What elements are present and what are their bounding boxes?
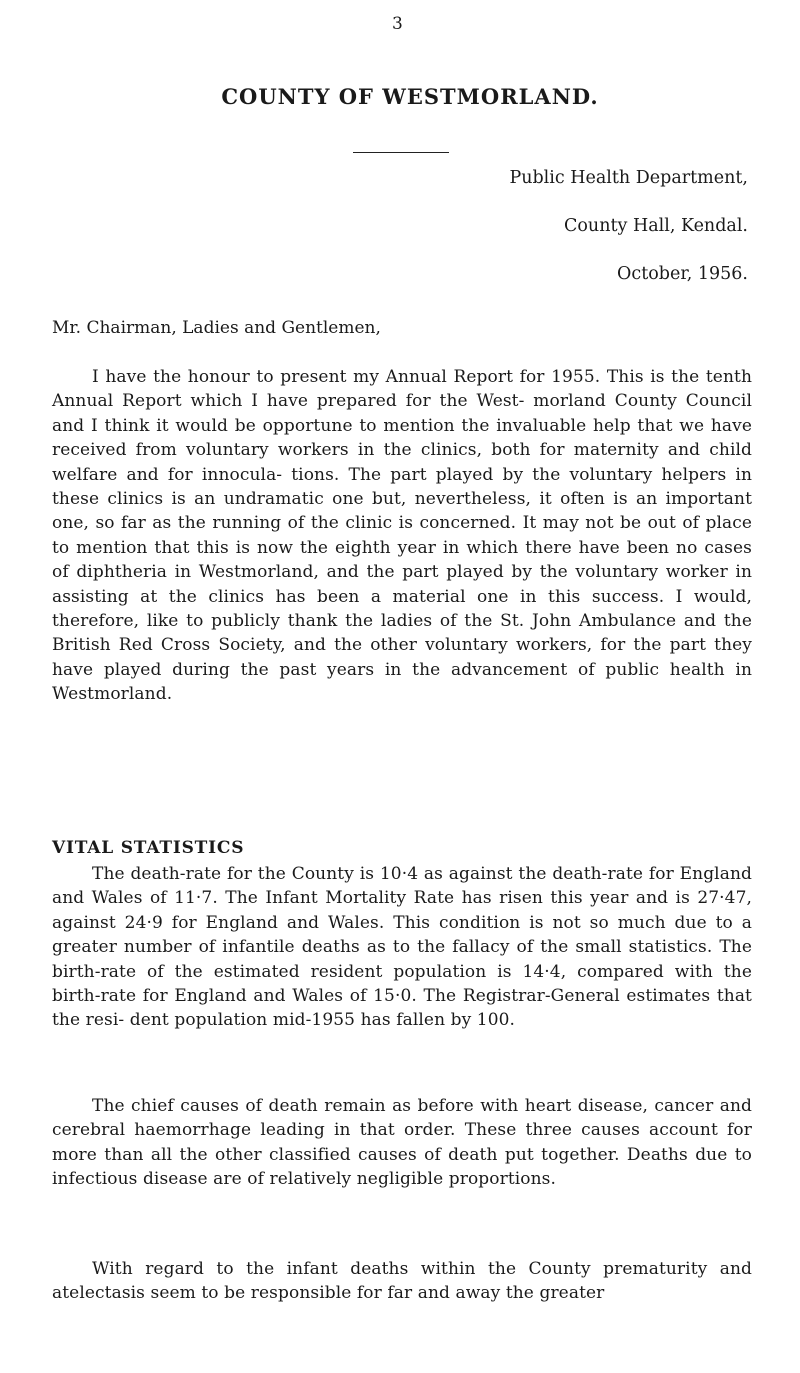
address-department: Public Health Department, bbox=[509, 168, 748, 188]
section-heading-vital-statistics: VITAL STATISTICS bbox=[52, 838, 245, 858]
vital-statistics-paragraph-2: The chief causes of death remain as before with heart disease, cancer and cerebral haemorrhage leading in that order. These three causes account for more than all the other classified causes of death put together. Deaths due to infectious disease are of relatively negligible proportions. bbox=[52, 1096, 752, 1190]
address-date: October, 1956. bbox=[617, 264, 748, 284]
title-divider bbox=[353, 152, 449, 153]
vital-statistics-paragraph-3: With regard to the infant deaths within the County prematurity and atelectasis seem to be responsible for far and away the greater bbox=[52, 1259, 752, 1304]
address-location: County Hall, Kendal. bbox=[564, 216, 748, 236]
salutation: Mr. Chairman, Ladies and Gentlemen, bbox=[52, 318, 381, 338]
page-number: 3 bbox=[392, 14, 403, 34]
vital-statistics-paragraph-1: The death-rate for the County is 10·4 as against the death-rate for England and Wales of 11·7. The Infant Mortality Rate has risen this year and is 27·47, against 24·9 for England and Wales. This condition is not so much due to a greater number of infantile deaths as to the fallacy of the small statistics. The birth-rate of the estimated resident population is 14·4, compared with the birth-rate for England and Wales of 15·0. The Registrar-General estimates that the resi- dent population mid-1955 has fallen by 100. bbox=[52, 864, 752, 1031]
document-title: COUNTY OF WESTMORLAND. bbox=[221, 84, 599, 109]
intro-paragraph: I have the honour to present my Annual Report for 1955. This is the tenth Annual Report which I have prepared for the West- morland County Council and I think it would be opportune to mention the invaluable help that we have received from voluntary workers in the clinics, both for maternity and child welfare and for innocula- tions. The part played by the voluntary helpers in these clinics is an undramatic one but, nevertheless, it often is an important one, so far as the running of the clinic is concerned. It may not be out of place to mention that this is now the eighth year in which there have been no cases of diphtheria in Westmorland, and the part played by the voluntary worker in assisting at the clinics has been a material one in this success. I would, therefore, like to publicly thank the ladies of the St. John Ambulance and the British Red Cross Society, and the other voluntary workers, for the part they have played during the past years in the advancement of public health in Westmorland. bbox=[52, 367, 752, 705]
